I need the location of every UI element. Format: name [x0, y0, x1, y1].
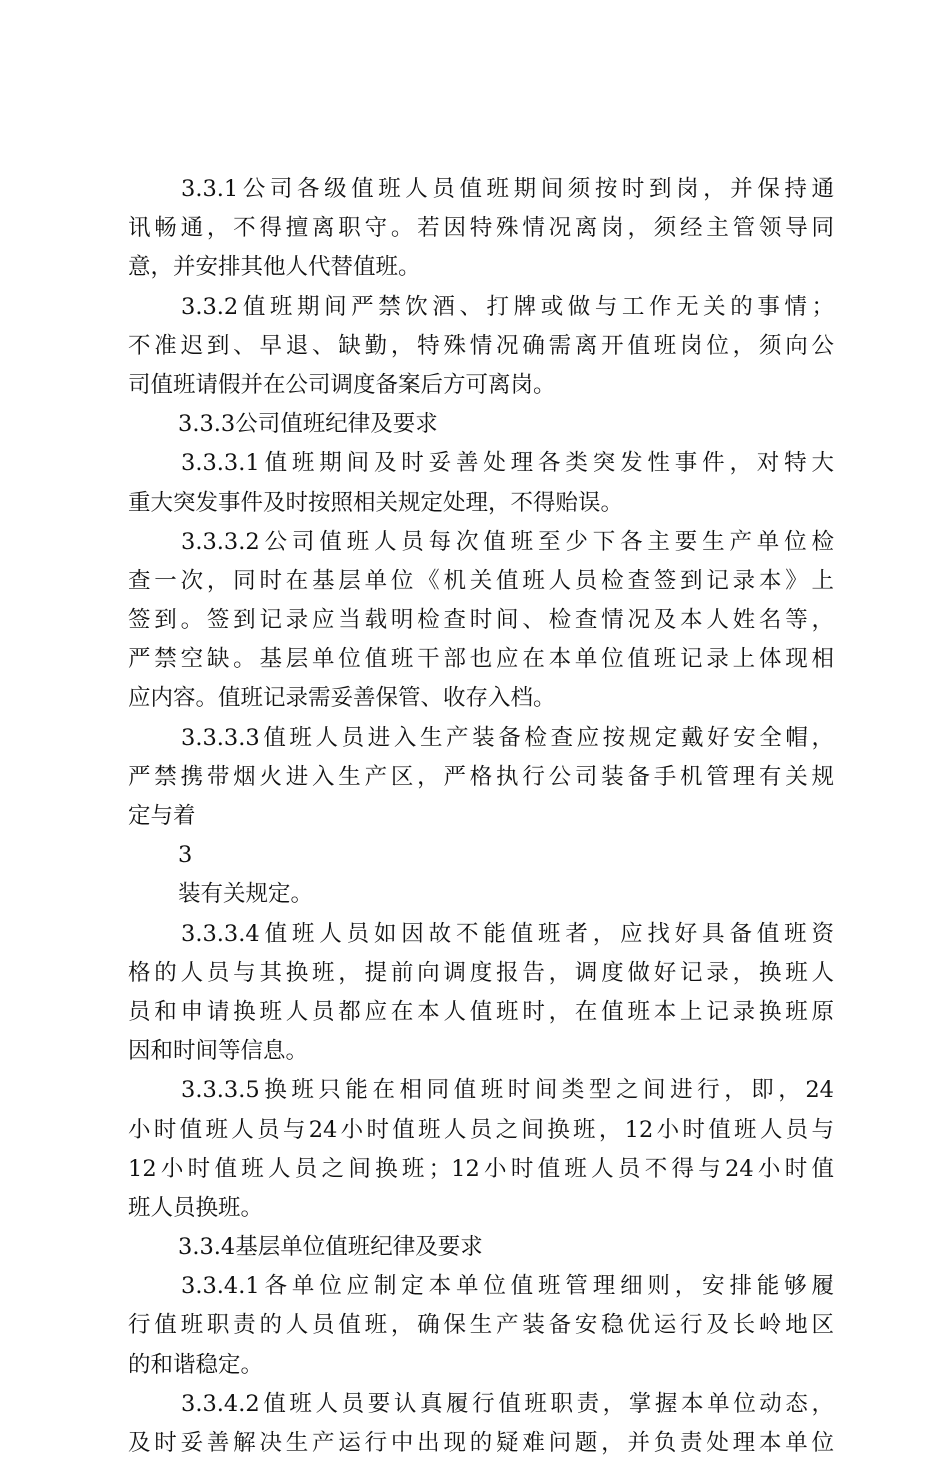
paragraph-3-3-4-1-line-1: 3.3.4.1各单位应制定本单位值班管理细则，安排能够履 — [181, 1273, 834, 1300]
paragraph-3-3-3-4-line-1: 3.3.3.4值班人员如因故不能值班者，应找好具备值班资 — [181, 920, 834, 947]
paragraph-3-3-3-4-line-2: 格的人员与其换班，提前向调度报告，调度做好记录，换班人 — [128, 959, 834, 986]
paragraph-3-3-4-2-line-1: 3.3.4.2值班人员要认真履行值班职责，掌握本单位动态， — [181, 1390, 834, 1417]
paragraph-3-3-4-2-line-2: 及时妥善解决生产运行中出现的疑难问题，并负责处理本单位 — [128, 1430, 834, 1456]
paragraph-3-3-3-1-line-1: 3.3.3.1值班期间及时妥善处理各类突发性事件，对特大 — [181, 450, 834, 477]
document-body — [128, 170, 834, 1463]
paragraph-3-3-1-line-3: 意，并安排其他人代替值班。 — [128, 254, 421, 281]
paragraph-3-3-1-line-1: 3.3.1公司各级值班人员值班期间须按时到岗，并保持通 — [181, 176, 834, 202]
heading-3-3-3: 3.3.3公司值班纪律及要求 — [178, 411, 438, 438]
paragraph-3-3-4-1-line-2: 行值班职责的人员值班，确保生产装备安稳优运行及长岭地区 — [128, 1312, 834, 1339]
paragraph-3-3-3-2-line-1: 3.3.3.2公司值班人员每次值班至少下各主要生产单位检 — [181, 528, 834, 555]
paragraph-3-3-3-2-line-4: 严禁空缺。基层单位值班干部也应在本单位值班记录上体现相 — [128, 646, 834, 673]
paragraph-3-3-4-1-line-3: 的和谐稳定。 — [128, 1351, 264, 1378]
paragraph-3-3-3-5-line-3: 12小时值班人员之间换班；12小时值班人员不得与24小时值 — [128, 1155, 834, 1182]
paragraph-3-3-3-5-line-1: 3.3.3.5换班只能在相同值班时间类型之间进行，即，24 — [181, 1077, 834, 1104]
paragraph-3-3-3-3-line-1: 3.3.3.3值班人员进入生产装备检查应按规定戴好安全帽， — [181, 724, 834, 751]
paragraph-3-3-3-4-line-3: 员和申请换班人员都应在本人值班时，在值班本上记录换班原 — [128, 998, 834, 1025]
paragraph-3-3-3-3-line-2: 严禁携带烟火进入生产区，严格执行公司装备手机管理有关规 — [128, 763, 834, 790]
paragraph-3-3-1-line-2: 讯畅通，不得擅离职守。若因特殊情况离岗，须经主管领导同 — [128, 215, 834, 242]
paragraph-3-3-2-line-3: 司值班请假并在公司调度备案后方可离岗。 — [128, 371, 556, 398]
paragraph-3-3-3-1-line-2: 重大突发事件及时按照相关规定处理，不得贻误。 — [128, 489, 624, 516]
paragraph-3-3-3-2-line-2: 查一次，同时在基层单位《机关值班人员检查签到记录本》上 — [128, 567, 834, 594]
paragraph-3-3-2-line-1: 3.3.2值班期间严禁饮酒、打牌或做与工作无关的事情； — [181, 293, 834, 320]
heading-3-3-4: 3.3.4基层单位值班纪律及要求 — [178, 1234, 483, 1261]
page-number: 3 — [178, 842, 193, 869]
paragraph-3-3-3-2-line-5: 应内容。值班记录需妥善保管、收存入档。 — [128, 685, 556, 712]
paragraph-3-3-3-5-line-4: 班人员换班。 — [128, 1194, 264, 1221]
paragraph-3-3-3-4-line-4: 因和时间等信息。 — [128, 1038, 309, 1065]
paragraph-3-3-3-5-line-2: 小时值班人员与24小时值班人员之间换班，12小时值班人员与 — [128, 1116, 834, 1143]
paragraph-3-3-3-2-line-3: 签到。签到记录应当载明检查时间、检查情况及本人姓名等， — [128, 607, 834, 634]
paragraph-3-3-3-3-line-3: 定与着 — [128, 803, 196, 829]
paragraph-3-3-2-line-2: 不准迟到、早退、缺勤，特殊情况确需离开值班岗位，须向公 — [128, 332, 834, 359]
paragraph-continuation: 装有关规定。 — [178, 881, 314, 908]
